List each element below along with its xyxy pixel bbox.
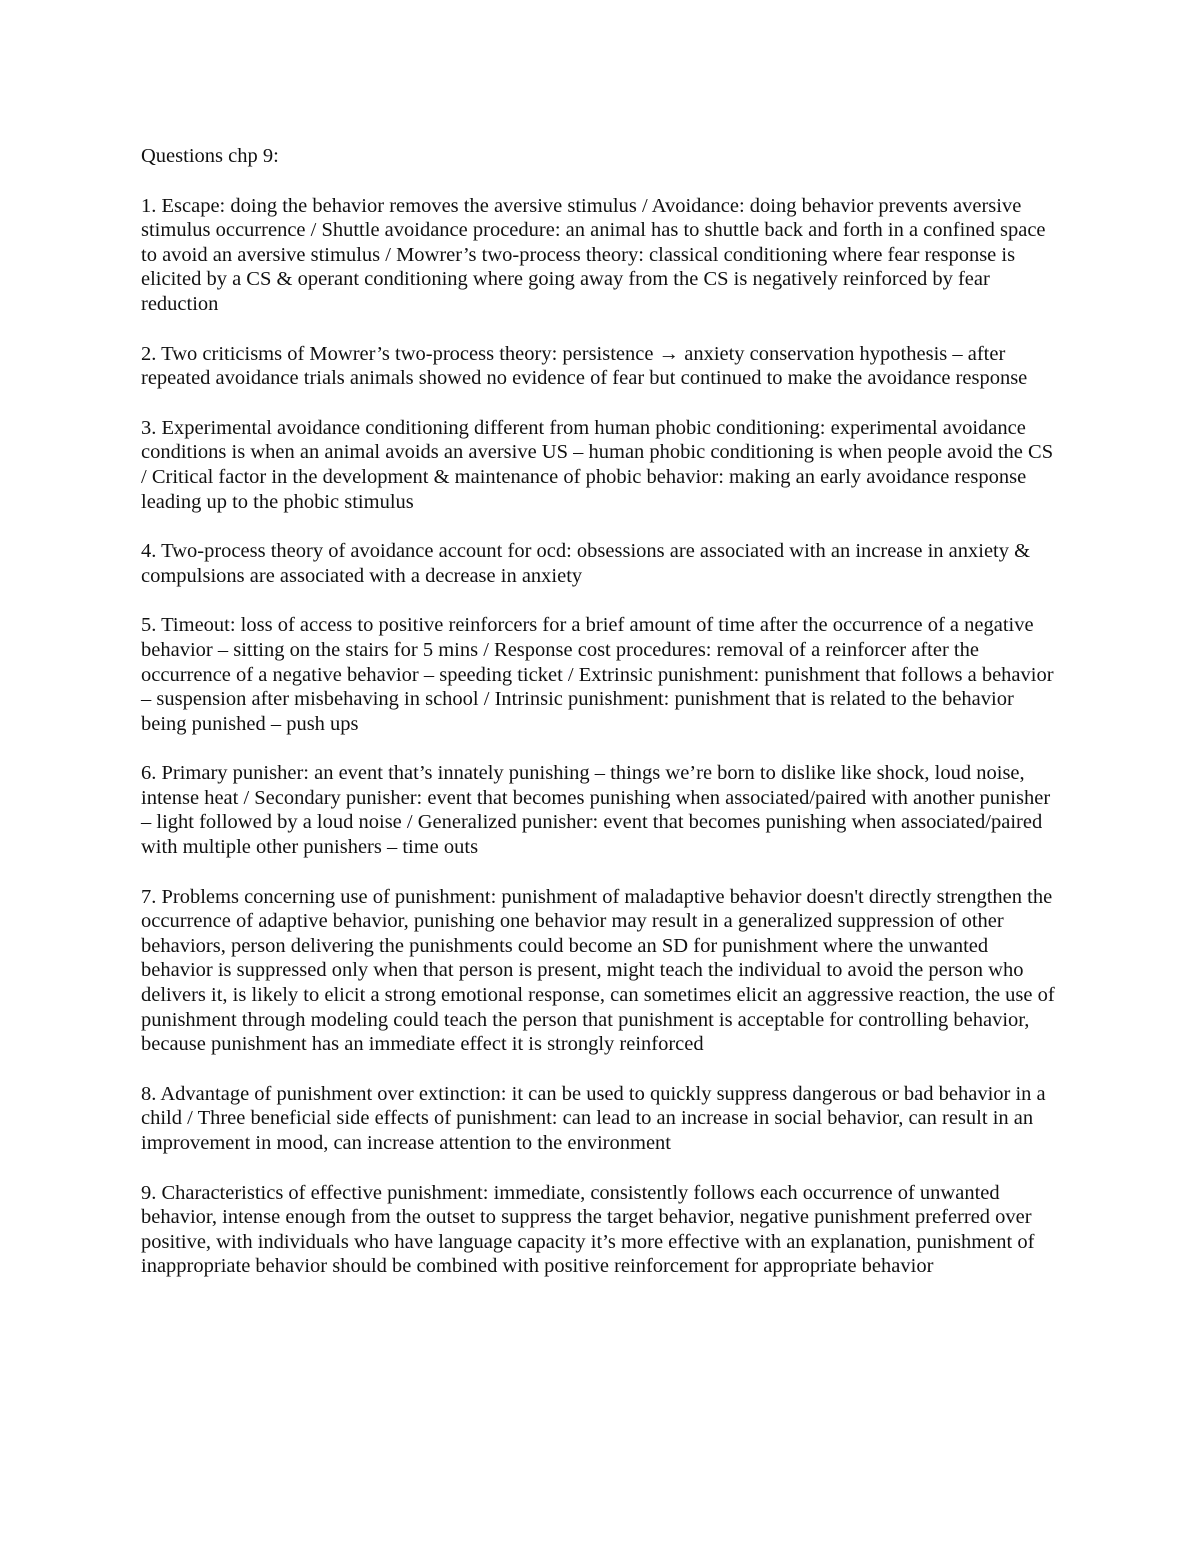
answer-paragraph-4: 4. Two-process theory of avoidance account for ocd: obsessions are associated with an increase in anxiety & compulsions are associated with a decrease in anxiety <box>141 540 1031 587</box>
answer-paragraph-6: 6. Primary punisher: an event that’s innately punishing – things we’re born to dislike like shock, loud noise, intense heat / Secondary punisher: event that becomes punishing when associated/paired with another punisher – light followed by a loud noise / Generalized punisher: event that becomes punishing when associated/paired with multiple other punishers – time outs <box>141 762 1051 859</box>
document-body <box>141 144 1061 1304</box>
answer-paragraph-7: 7. Problems concerning use of punishment: punishment of maladaptive behavior doesn't directly strengthen the occurrence of adaptive behavior, punishing one behavior may result in a generalized suppression of other behaviors, person delivering the punishments could become an SD for punishment where the unwanted behavior is suppressed only when that person is present, might teach the individual to avoid the person who delivers it, is likely to elicit a strong emotional response, can sometimes elicit an aggressive reaction, the use of punishment through modeling could teach the person that punishment is acceptable for controlling behavior, because punishment has an immediate effect it is strongly reinforced <box>141 885 1055 1056</box>
answer-paragraph-8: 8. Advantage of punishment over extinction: it can be used to quickly suppress dangerous or bad behavior in a child / Three beneficial side effects of punishment: can lead to an increase in social behavior, can result in an improvement in mood, can increase attention to the environment <box>141 1082 1046 1154</box>
answer-paragraph-1: 1. Escape: doing the behavior removes the aversive stimulus / Avoidance: doing behavior prevents aversive stimulus occurrence / Shuttle avoidance procedure: an animal has to shuttle back and forth in a confined space to avoid an aversive stimulus / Mowrer’s two-process theory: classical conditioning where fear response is elicited by a CS & operant conditioning where going away from the CS is negatively reinforced by fear reduction <box>141 194 1046 315</box>
answer-paragraph-5: 5. Timeout: loss of access to positive reinforcers for a brief amount of time after the occurrence of a negative behavior – sitting on the stairs for 5 mins / Response cost procedures: removal of a reinforcer after the occurrence of a negative behavior – speeding ticket / Extrinsic punishment: punishment that follows a behavior – suspension after misbehaving in school / Intrinsic punishment: punishment that is related to the behavior being punished – push ups <box>141 614 1054 735</box>
answer-paragraph-9: 9. Characteristics of effective punishment: immediate, consistently follows each occurrence of unwanted behavior, intense enough from the outset to suppress the target behavior, negative punishment preferred over positive, with individuals who have language capacity it’s more effective with an explanation, punishment of inappropriate behavior should be combined with positive reinforcement for appropriate behavior <box>141 1181 1035 1278</box>
answer-paragraph-2: 2. Two criticisms of Mowrer’s two-process theory: persistence → anxiety conservation hypothesis – after repeated avoidance trials animals showed no evidence of fear but continued to make the avoidance response <box>141 342 1028 390</box>
document-heading: Questions chp 9: <box>141 145 279 167</box>
answer-paragraph-3: 3. Experimental avoidance conditioning different from human phobic conditioning: experimental avoidance conditions is when an animal avoids an aversive US – human phobic conditioning is when people avoid the CS / Critical factor in the development & maintenance of phobic behavior: making an early avoidance response leading up to the phobic stimulus <box>141 416 1054 513</box>
